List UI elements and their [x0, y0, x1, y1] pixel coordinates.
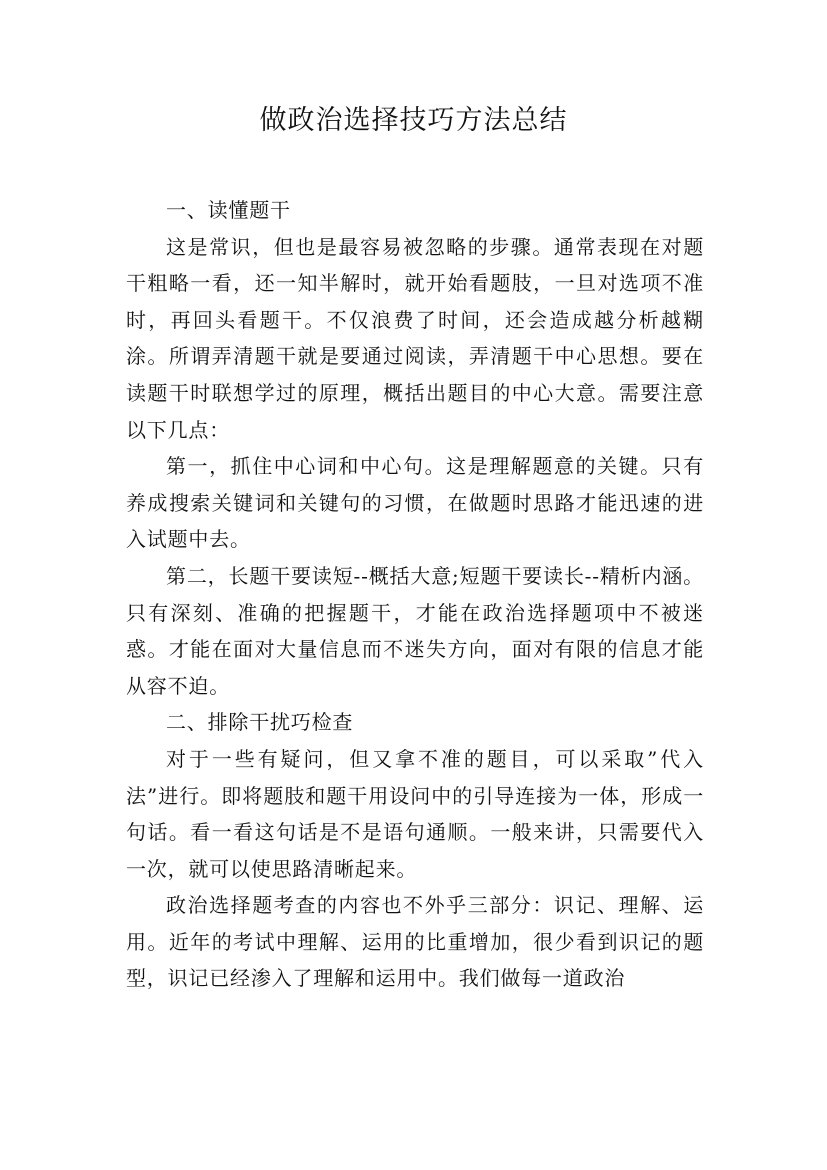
paragraph: 第二，长题干要读短--概括大意;短题干要读长--精析内涵。只有深刻、准确的把握题干，才能在政治选择题项中不被迷惑。才能在面对大量信息而不迷失方向，面对有限的信息才能从容不迫。 [126, 563, 704, 698]
document-title: 做政治选择技巧方法总结 [259, 105, 568, 136]
paragraph: 第一，抓住中心词和中心句。这是理解题意的关键。只有养成搜索关键词和关键句的习惯，在做题时思路才能迅速的进入试题中去。 [126, 454, 704, 552]
section-heading-read-stem: 一、读懂题干 [166, 198, 291, 222]
document-body [126, 192, 704, 997]
paragraph: 这是常识，但也是最容易被忽略的步骤。通常表现在对题干粗略一看，还一知半解时，就开始看题肢，一旦对选项不准时，再回头看题干。不仅浪费了时间，还会造成越分析越糊涂。所谓弄清题干就是要通过阅读，弄清题干中心思想。要在读题干时联想学过的原理，概括出题目的中心大意。需要注意以下几点： [126, 234, 704, 442]
section-heading-eliminate-interference: 二、排除干扰巧检查 [166, 710, 354, 735]
paragraph: 政治选择题考查的内容也不外乎三部分：识记、理解、运用。近年的考试中理解、运用的比重增加，很少看到识记的题型，识记已经渗入了理解和运用中。我们做每一道政治 [126, 893, 704, 991]
paragraph: 对于一些有疑问，但又拿不准的题目，可以采取”代入法”进行。即将题肢和题干用设问中的引导连接为一体，形成一句话。看一看这句话是不是语句通顺。一般来讲，只需要代入一次，就可以使思路清晰起来。 [126, 746, 704, 881]
